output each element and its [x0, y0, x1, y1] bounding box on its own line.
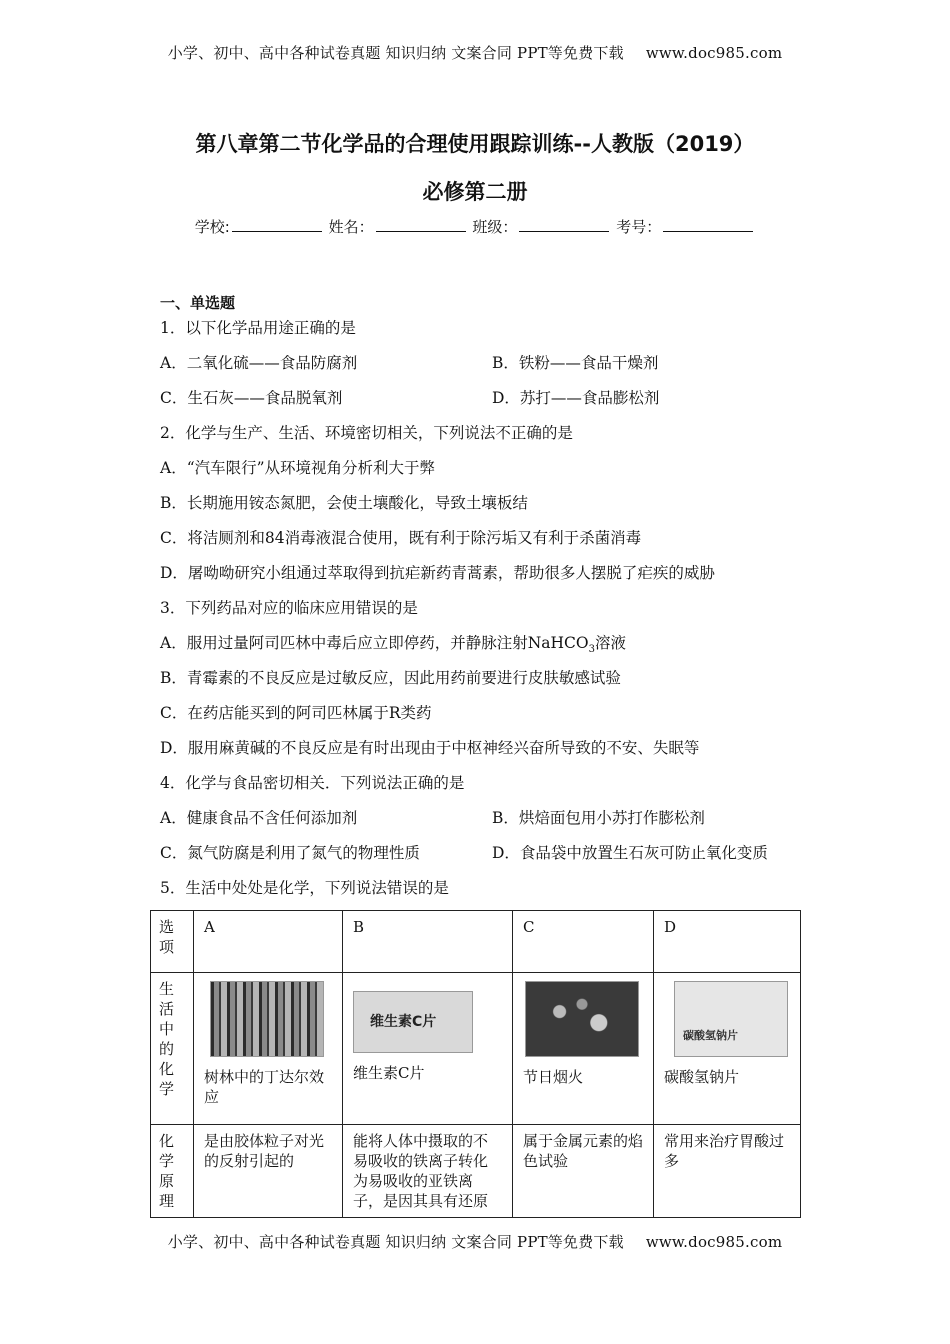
- q2-stem: 2．化学与生产、生活、环境密切相关，下列说法不正确的是: [160, 424, 573, 442]
- table-header-cell: C: [513, 911, 654, 973]
- number-blank[interactable]: [663, 217, 753, 232]
- q4-option-b[interactable]: B．烘焙面包用小苏打作膨松剂: [492, 809, 705, 827]
- cell-text: 维生素C片: [353, 1064, 425, 1082]
- class-blank[interactable]: [519, 217, 609, 232]
- q1-option-d[interactable]: D．苏打——食品膨松剂: [492, 389, 660, 407]
- student-info: [0, 216, 950, 237]
- header-site[interactable]: www.doc985.com: [645, 44, 783, 62]
- q1-option-a[interactable]: A．二氧化硫——食品防腐剂: [160, 354, 358, 372]
- q5-stem: 5．生活中处处是化学，下列说法错误的是: [160, 879, 449, 897]
- row-label-cell: [151, 1125, 194, 1218]
- table-cell: [343, 973, 513, 1125]
- vitamin-c-image-text: 维生素C片: [370, 1014, 437, 1030]
- row-label-life: 生活中的化学: [159, 980, 175, 1098]
- doc-title-line2: 必修第二册: [422, 180, 528, 204]
- table-header-cell: B: [343, 911, 513, 973]
- baking-soda-image-text: 碳酸氢钠片: [683, 1029, 738, 1042]
- q4-option-d[interactable]: D．食品袋中放置生石灰可防止氧化变质: [492, 844, 768, 862]
- section-heading: 一、单选题: [160, 294, 236, 312]
- cell-text: 碳酸氢钠片: [664, 1068, 740, 1086]
- table-header-cell: A: [194, 911, 343, 973]
- page-footer: [0, 1231, 950, 1252]
- table-cell: [194, 973, 343, 1125]
- name-blank[interactable]: [376, 217, 466, 232]
- q5-table: [150, 910, 801, 1218]
- doc-title-line1: 第八章第二节化学品的合理使用跟踪训练--人教版（2019）: [195, 132, 755, 156]
- forest-tyndall-image: [210, 981, 324, 1057]
- row-label-principle: 化学原理: [159, 1132, 175, 1210]
- table-header-cell: [151, 911, 194, 973]
- q4-stem: 4．化学与食品密切相关．下列说法正确的是: [160, 774, 465, 792]
- q1-option-b[interactable]: B．铁粉——食品干燥剂: [492, 354, 659, 372]
- header-text: 小学、初中、高中各种试卷真题 知识归纳 文案合同 PPT等免费下载: [167, 44, 624, 62]
- table-cell: 是由胶体粒子对光的反射引起的: [194, 1125, 343, 1218]
- name-label: 姓名：: [328, 218, 374, 236]
- q4-option-a[interactable]: A．健康食品不含任何添加剂: [160, 809, 358, 827]
- q2-option-c[interactable]: C．将洁厕剂和84消毒液混合使用，既有利于除污垢又有利于杀菌消毒: [160, 529, 642, 547]
- table-cell: 能将人体中摄取的不易吸收的铁离子转化为易吸收的亚铁离子，是因其具有还原: [343, 1125, 513, 1218]
- footer-site[interactable]: www.doc985.com: [645, 1233, 783, 1251]
- cell-text: 树林中的丁达尔效应: [204, 1068, 325, 1106]
- q2-option-a[interactable]: A．“汽车限行”从环境视角分析利大于弊: [160, 459, 436, 477]
- q3-option-a[interactable]: [160, 631, 626, 655]
- table-cell: [654, 973, 801, 1125]
- q1-option-c[interactable]: C．生石灰——食品脱氧剂: [160, 389, 343, 407]
- number-label: 考号：: [616, 218, 662, 236]
- q3-stem: 3．下列药品对应的临床应用错误的是: [160, 599, 418, 617]
- q3-option-a-post: 溶液: [594, 634, 626, 652]
- q3-option-a-text: A．服用过量阿司匹林中毒后应立即停药，并静脉注射NaHCO: [160, 634, 589, 652]
- school-blank[interactable]: [232, 217, 322, 232]
- school-label: 学校:: [194, 218, 230, 236]
- q2-option-b[interactable]: B．长期施用铵态氮肥，会使土壤酸化，导致土壤板结: [160, 494, 528, 512]
- table-row-life: [151, 973, 801, 1125]
- header-option-label: 选项: [159, 918, 175, 956]
- q3-option-d[interactable]: D．服用麻黄碱的不良反应是有时出现由于中枢神经兴奋所导致的不安、失眠等: [160, 739, 700, 757]
- q1-stem: 1．以下化学品用途正确的是: [160, 319, 356, 337]
- cell-text: 节日烟火: [523, 1068, 584, 1086]
- table-row-principle: [151, 1125, 801, 1218]
- q3-option-b[interactable]: B．青霉素的不良反应是过敏反应，因此用药前要进行皮肤敏感试验: [160, 669, 621, 687]
- class-label: 班级：: [472, 218, 518, 236]
- q4-option-c[interactable]: C．氮气防腐是利用了氮气的物理性质: [160, 844, 420, 862]
- row-label-cell: [151, 973, 194, 1125]
- q3-option-c[interactable]: C．在药店能买到的阿司匹林属于R类药: [160, 704, 432, 722]
- table-header-cell: D: [654, 911, 801, 973]
- footer-text: 小学、初中、高中各种试卷真题 知识归纳 文案合同 PPT等免费下载: [167, 1233, 624, 1251]
- table-cell: 常用来治疗胃酸过多: [654, 1125, 801, 1218]
- q3-option-a-sub: 3: [588, 644, 595, 656]
- fireworks-image: [525, 981, 639, 1057]
- vitamin-c-image: [353, 991, 473, 1053]
- table-cell: [513, 973, 654, 1125]
- table-header-row: [151, 911, 801, 973]
- q2-option-d[interactable]: D．屠呦呦研究小组通过萃取得到抗疟新药青蒿素，帮助很多人摆脱了疟疾的威胁: [160, 564, 715, 582]
- page-header: [0, 42, 950, 63]
- table-cell: 属于金属元素的焰色试验: [513, 1125, 654, 1218]
- baking-soda-tablet-image: [674, 981, 788, 1057]
